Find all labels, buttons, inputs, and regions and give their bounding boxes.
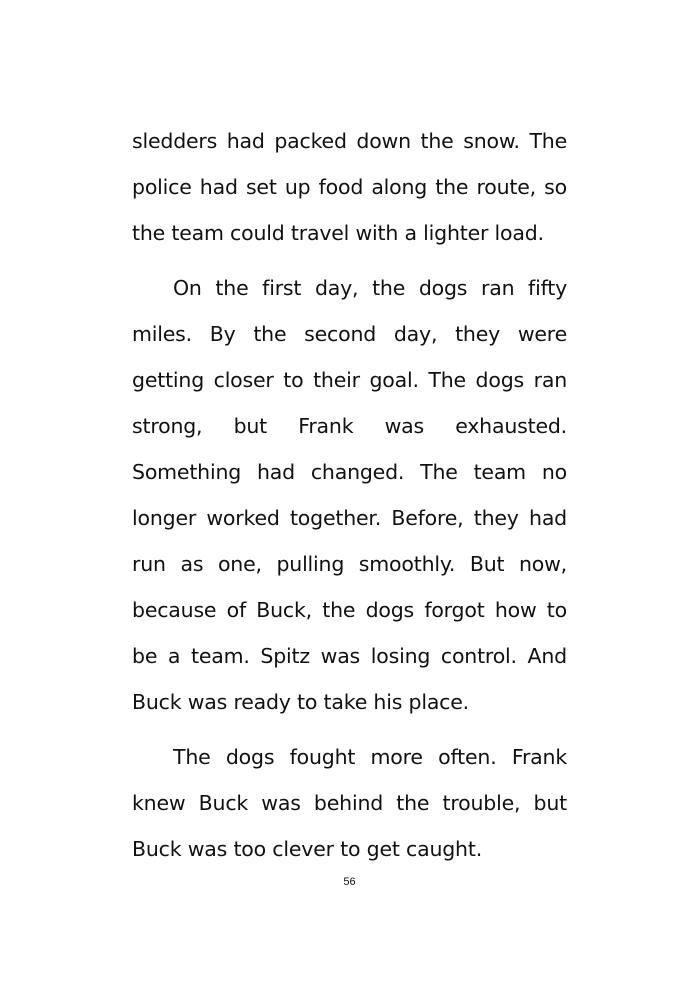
paragraph-continued: sledders had packed down the snow. The police had set up food along the route, so the team could travel with a lighter load. [132,129,567,245]
paragraph-dogs-fought: The dogs fought more often. Frank knew Buck was behind the trouble, but Buck was too clever to get caught. [132,745,567,861]
page-number: 56 [343,876,356,888]
paragraph-first-day: On the first day, the dogs ran fifty miles. By the second day, they were getting closer to their goal. The dogs ran strong, but Frank was exhausted. Something had changed. The team no longer worked together. Before, they had run as one, pulling smoothly. But now, because of Buck, the dogs forgot how to be a team. Spitz was losing control. And Buck was ready to take his place. [132,276,567,714]
body-text [132,118,567,881]
